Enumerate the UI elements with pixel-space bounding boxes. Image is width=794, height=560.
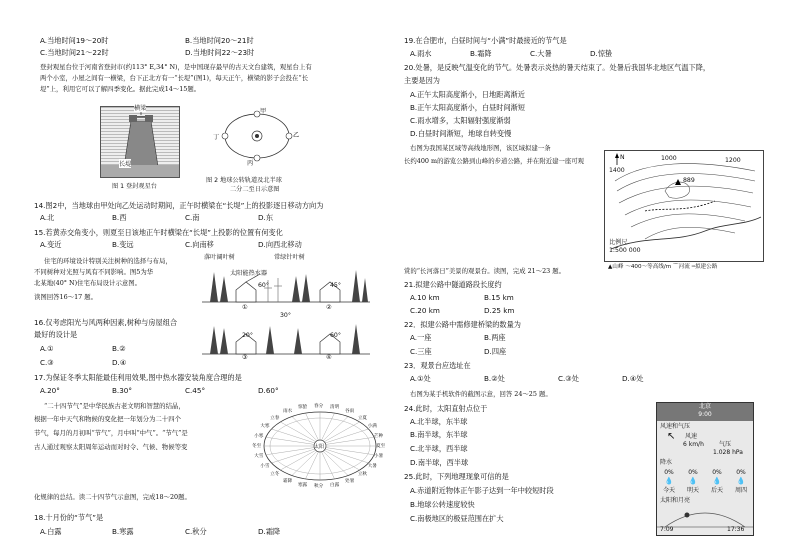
q13-option-b: B.当地时间20～21时 [185, 36, 254, 45]
question-23: 23．观景台应选址在 [404, 361, 471, 370]
q23-option-a: A.①处 [410, 374, 431, 383]
q20-option-c: C.雨水增多，太阳辐射强度渐弱 [410, 116, 511, 125]
solar-term-label: 惊蛰 [297, 405, 308, 411]
intro-paragraph-line: 不同树种对光照与风有不同影响。图5为华 [34, 268, 154, 276]
intro-paragraph-line: 两个小室，小屋之间有一横梁，台下正北方有一“长堤”(图1)，每天正午，横梁的影子会投在“长 [40, 74, 309, 82]
solar-term-label: 立冬 [270, 472, 280, 478]
angle-20: 20° [242, 332, 253, 339]
observatory-drawing [101, 107, 179, 177]
intro-paragraph-line: 住宅的环境设计特别关注树种的选择与布局， [44, 257, 172, 265]
q24-option-c: C.北半球，西半球 [410, 444, 468, 453]
q21-option-d: D.25 km [484, 306, 515, 315]
solar-term-label: 大寒 [260, 424, 270, 429]
angle-30: 30° [280, 312, 291, 319]
solar-term-label: 小寒 [254, 433, 264, 439]
question-25: 25.此时，下列地理现象可信的是 [404, 472, 509, 481]
q23-option-c: C.③处 [558, 374, 579, 383]
q22-option-b: B.两座 [484, 333, 506, 342]
solar-term-label: 小雪 [260, 464, 270, 469]
q22-option-a: A.一座 [410, 333, 432, 342]
day-label: 明天 [686, 487, 699, 494]
house-tree-figure [202, 252, 370, 362]
q14-option-d: D.东 [258, 213, 274, 222]
intro-paragraph-line: 右图为某手机软件的截图示意，回答 24～25 题。 [410, 390, 552, 398]
intro-paragraph-line: 根据一年中天气和物候的变化把一年划分为二十四个 [34, 415, 181, 423]
solar-heater-label: 太阳能热水器 [230, 270, 268, 277]
solar-term-label: 立春 [270, 415, 280, 421]
precip-value: 0% [712, 469, 722, 476]
q13-option-a: A.当地时间19～20时 [40, 36, 109, 45]
angle-60-a: 60° [258, 282, 269, 289]
solar-term-label: 白露 [330, 482, 340, 488]
solar-term-label: 冬至 [252, 444, 262, 449]
sun-moon-title: 太阳和月亮 [660, 497, 691, 504]
q23-option-b: B.②处 [484, 374, 505, 383]
q21-option-c: C.20 km [410, 306, 440, 315]
weather-header [657, 403, 753, 421]
q17-option-b: B.30° [112, 386, 132, 395]
solar-term-label: 立夏 [357, 415, 368, 421]
precip-title: 降水 [660, 459, 673, 466]
solar-term-label: 夏至 [376, 444, 386, 449]
precip-value: 0% [736, 469, 746, 476]
pressure-label: 气压 [719, 441, 732, 448]
sunset-time: 17:36 [727, 526, 745, 533]
solar-term-label: 大暑 [367, 464, 377, 469]
intro-paragraph-line: 北某地(40° N)住宅布局设计示意图。 [34, 279, 142, 287]
q15-option-a: A.变近 [40, 240, 62, 249]
orbit-label-ding: 丁 [213, 134, 220, 141]
question-17: 17.为保证冬季太阳能最佳利用效果,图中热水器安装角度合理的是 [34, 373, 242, 382]
wind-direction-icon: ↖ [667, 431, 676, 442]
angle-60-b: 60° [330, 332, 341, 339]
intro-paragraph-line: 登封观星台位于河南省登封市(约113° E,34° N)，是中国现存最早的古天文台建筑，观星台上有 [40, 63, 312, 71]
q21-option-a: A.10 km [410, 293, 440, 302]
question-14: 14.图2中，当地球由甲处向乙处运动时期间，正午时横梁在“长堤”上的投影逐日移动方向为 [34, 201, 324, 210]
legend-conifer: 常绿针叶树 [274, 254, 305, 261]
question-15: 15.若黄赤交角变小，则夏至日该地正午时横梁在“长堤”上投影的位置有何变化 [34, 228, 283, 237]
q24-option-b: B.南半球，东半球 [410, 430, 468, 439]
q19-option-a: A.雨水 [410, 49, 432, 58]
sun-label: 太阳 [314, 444, 325, 450]
q18-option-b: B.寒露 [112, 527, 134, 536]
q14-option-c: C.南 [185, 213, 200, 222]
layout-4-label: ④ [326, 354, 332, 361]
question-22: 22．拟建公路中需修建桥梁的数量为 [404, 320, 521, 329]
solar-term-label: 立秋 [357, 472, 368, 478]
legend-deciduous: 落叶阔叶树 [204, 254, 235, 261]
intro-paragraph-line: 右图为我国某区域等高线地形图，该区域拟建一条 [410, 144, 551, 152]
q14-option-b: B.西 [112, 213, 127, 222]
solar-term-label: 处暑 [345, 478, 355, 484]
q14-option-a: A.北 [40, 213, 55, 222]
layout-2-label: ② [326, 304, 332, 311]
question-20: 20.处暑，是反映气温变化的节气。处暑表示炎热的暑天结束了。处暑后我国华北地区气温下降， [404, 63, 711, 72]
q25-option-a: A.赤道附近物体正午影子达到一年中较短时段 [410, 486, 554, 495]
q19-option-d: D.惊蛰 [590, 49, 613, 58]
raindrop-icons [657, 477, 753, 485]
contour-map [604, 150, 764, 262]
q18-option-d: D.霜降 [258, 527, 281, 536]
precip-value: 0% [688, 469, 698, 476]
figure-1-caption: 图 1 登封观星台 [112, 183, 157, 190]
solar-term-label: 春分 [314, 404, 324, 409]
q16-option-c: C.③ [40, 358, 54, 367]
solar-term-label: 谷雨 [345, 409, 355, 415]
day-row [657, 487, 753, 495]
q20-option-b: B.正午太阳高度渐小，白昼时间渐短 [410, 103, 526, 112]
solar-terms-diagram [250, 398, 390, 494]
observatory-photo [100, 106, 180, 178]
figure-2-caption: 图 2 地球公转轨道及北半球 [206, 177, 282, 184]
q16-option-a: A.① [40, 344, 54, 353]
q24-option-d: D.南半球，西半球 [410, 458, 469, 467]
scale-value: 1:500 000 [609, 247, 641, 254]
q18-option-a: A.白露 [40, 527, 62, 536]
q20-option-a: A.正午太阳高度渐小，日地距离渐近 [410, 90, 525, 99]
q16-option-b: B.② [112, 344, 126, 353]
day-label: 今天 [662, 487, 675, 494]
q18-option-c: C.秋分 [185, 527, 207, 536]
sunrise-time: 7:09 [660, 526, 674, 533]
city-name: 北京 [698, 403, 711, 410]
raindrop-icon: 💧 [712, 477, 722, 485]
wind-label: 风速 [685, 433, 698, 440]
q17-option-c: C.45° [185, 386, 206, 395]
weather-section-title: 风速和气压 [660, 423, 691, 430]
layout-3-label: ③ [242, 354, 248, 361]
contour-map-drawing [605, 151, 763, 261]
q22-option-d: D.四座 [484, 347, 507, 356]
q19-option-c: C.大暑 [530, 49, 552, 58]
intro-paragraph-line: “二十四节气”是中华民族古老文明和智慧的结晶， [44, 402, 185, 410]
north-arrow-label: N [620, 154, 625, 161]
q19-option-b: B.霜降 [470, 49, 492, 58]
q15-option-b: B.变远 [112, 240, 134, 249]
q25-option-c: C.南极地区的极昼范围在扩大 [410, 514, 504, 523]
day-label: 后天 [710, 487, 723, 494]
solar-term-label: 雨水 [283, 409, 293, 415]
orbit-label-yi: 乙 [293, 132, 300, 139]
question-16: 16.仅考虑阳光与风两种因素,树种与房屋组合 [34, 318, 178, 327]
intro-paragraph-line: 古人通过观察太阳周年运动而对时令、气候、物候等变 [34, 443, 188, 451]
q15-option-c: C.向南移 [185, 240, 214, 249]
orbit-label-jia: 甲 [260, 108, 267, 115]
solar-term-label: 清明 [330, 405, 340, 411]
layout-1-label: ① [242, 304, 248, 311]
question-18: 18.十月份的“节气”是 [34, 513, 104, 522]
beam-label: 横梁 [134, 105, 147, 112]
question-21: 21.拟建公路中隧道路段长度约 [404, 280, 502, 289]
q13-option-c: C.当地时间21～22时 [40, 48, 109, 57]
day-label: 周四 [734, 487, 747, 494]
solar-term-label: 霜降 [283, 478, 293, 484]
wind-speed-value: 6 km/h [683, 441, 704, 448]
q15-option-d: D.向西北移动 [258, 240, 302, 249]
q17-option-d: D.60° [258, 386, 279, 395]
solar-term-label: 小满 [367, 424, 377, 429]
q22-option-c: C.三座 [410, 347, 432, 356]
question-24: 24.此时，太阳直射点位于 [404, 404, 488, 413]
current-time: 9:00 [698, 411, 712, 418]
intro-paragraph-line: 读图回答16～17 题。 [34, 293, 98, 301]
intro-paragraph-line: 节气，每月的月初叫“节气”，月中叫“中气”。“节气”是 [34, 429, 188, 437]
weather-app-screenshot [656, 402, 754, 536]
question-19: 19.在合肥市，白昼时间与“小满”时最接近的节气是 [404, 36, 567, 45]
intro-paragraph-line: 赏的“长河落日”美景的观景台。读图，完成 21～23 题。 [404, 267, 566, 275]
house-tree-drawing [202, 252, 370, 362]
orbit-diagram [212, 106, 302, 172]
q17-option-a: A.20° [40, 386, 60, 395]
solar-term-label: 芒种 [373, 433, 384, 439]
raindrop-icon: 💧 [688, 477, 698, 485]
solar-term-label: 寒露 [297, 482, 308, 488]
map-legend: ▲山峰 ～400～等高线/m ⌒河流 ┅拟建公路 [608, 264, 718, 270]
q13-option-d: D.当地时间22～23时 [185, 48, 255, 57]
q20-option-d: D.白昼时间渐短，地球自转变慢 [410, 129, 512, 138]
figure-2-caption-line2: 二分二至日示意图 [230, 186, 280, 193]
question-16-line2: 最好的设计是 [34, 330, 78, 339]
dike-label: 长堤 [119, 161, 132, 168]
angle-45: 45° [330, 282, 341, 289]
scale-title: 比例尺 [609, 239, 628, 246]
contour-value-1000: 1000 [661, 155, 677, 162]
pressure-value: 1.028 hPa [713, 449, 743, 456]
solar-term-label: 大雪 [254, 454, 264, 460]
q25-option-b: B.地球公转速度较快 [410, 500, 475, 509]
raindrop-icon: 💧 [736, 477, 746, 485]
intro-paragraph-line: 长约400 m的游览公路到山峰的步道公路，并在附近建一座可观 [404, 157, 585, 165]
question-20-line2: 主要是因为 [404, 76, 440, 85]
q16-option-d: D.④ [112, 358, 127, 367]
contour-value-1200: 1200 [725, 157, 741, 164]
precip-row [657, 469, 753, 477]
solar-term-label: 小暑 [373, 454, 384, 460]
solar-term-label: 秋分 [314, 484, 324, 489]
orbit-label-bing: 丙 [247, 160, 254, 167]
q23-option-d: D.④处 [622, 374, 644, 383]
solar-terms-labels [250, 398, 390, 494]
contour-value-1400: 1400 [609, 167, 625, 174]
intro-paragraph-line: 堤”上，利用它可以了解四季变化。据此完成14～15题。 [40, 85, 201, 93]
raindrop-icon: 💧 [664, 477, 674, 485]
intro-paragraph-line: 化规律的总结。读二十四节气示意图，完成18～20题。 [34, 493, 191, 501]
peak-elevation: 889 [683, 177, 695, 184]
q24-option-a: A.北半球，东半球 [410, 417, 468, 426]
q21-option-b: B.15 km [484, 293, 514, 302]
precip-value: 0% [664, 469, 674, 476]
